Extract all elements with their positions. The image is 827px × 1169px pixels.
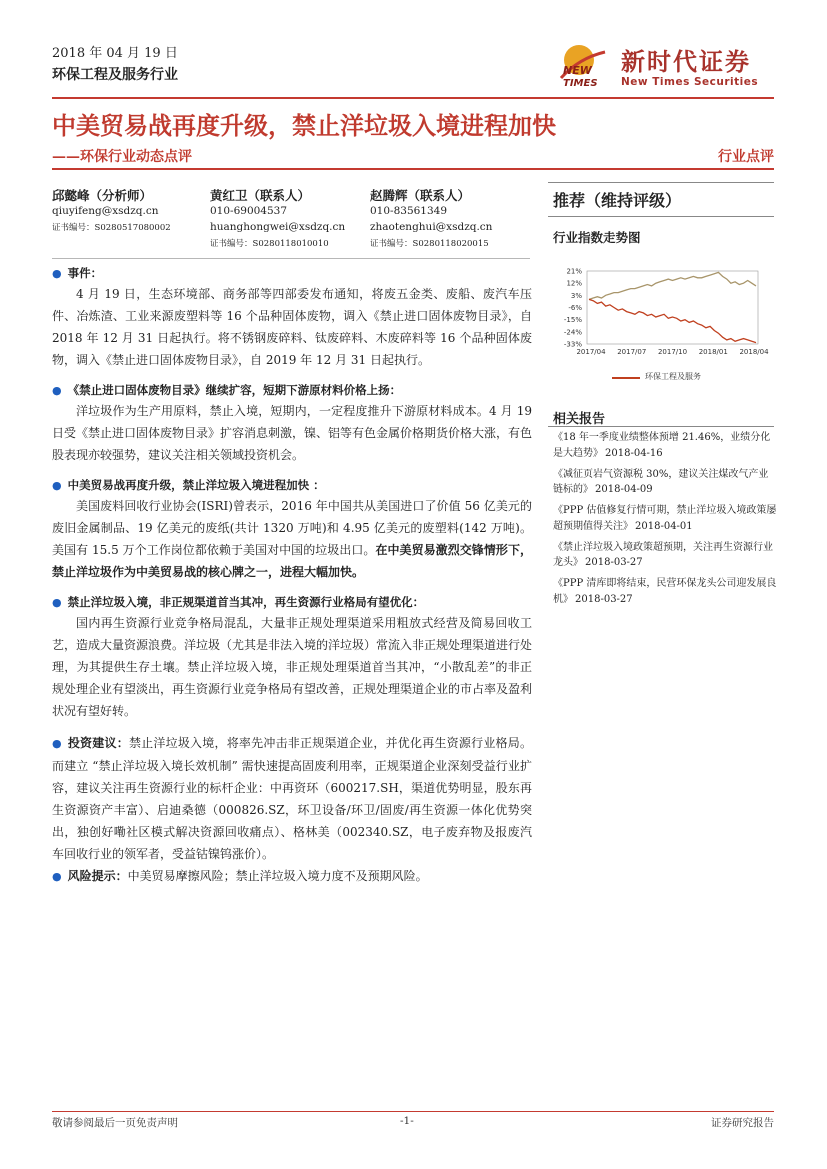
industry-name: 环保工程及服务行业 <box>52 67 178 83</box>
legend-label: 环保工程及服务 <box>645 372 701 381</box>
bullet-icon: ● <box>52 267 62 280</box>
x-tick-label: 2017/10 <box>657 348 688 356</box>
logo-english-name: New Times Securities <box>621 76 759 88</box>
report-subtitle: ——环保行业动态点评 <box>52 149 192 165</box>
y-tick-label: -33% <box>563 340 582 349</box>
y-tick-label: -24% <box>563 328 582 337</box>
risk-warning: ● 风险提示：中美贸易摩擦风险；禁止洋垃圾入境力度不及预期风险。 <box>52 869 428 883</box>
section-heading-industry: ● 禁止洋垃圾入境，非正规渠道首当其冲，再生资源行业格局有望优化： <box>52 595 425 609</box>
analyst-email[interactable]: huanghongwei@xsdzq.cn <box>210 221 346 233</box>
footer-divider <box>52 1111 774 1112</box>
chart-canvas <box>553 255 774 390</box>
analyst-qiu <box>52 186 171 236</box>
analyst-cert: 证书编号：S0280118010010 <box>210 239 329 249</box>
svg-text:NEW: NEW <box>563 64 592 77</box>
main-body <box>52 264 532 888</box>
page-number: -1- <box>400 1115 414 1127</box>
rating-label: 推荐（维持评级） <box>553 191 682 210</box>
chart-plot-frame <box>587 271 758 344</box>
bullet-icon: ● <box>52 384 62 397</box>
analyst-phone: 010-69004537 <box>210 205 288 217</box>
chart-title: 行业指数走势图 <box>553 230 641 245</box>
analyst-email[interactable]: qiuyifeng@xsdzq.cn <box>52 205 159 217</box>
footer-label: 证券研究报告 <box>711 1117 774 1129</box>
section-heading-catalog: ● 《禁止进口固体废物目录》继续扩容，短期下游原材料价格上扬： <box>52 383 402 397</box>
section-heading-event: ● 事件： <box>52 266 103 280</box>
sidebar-rule <box>548 182 774 183</box>
svg-text:TIMES: TIMES <box>563 78 598 89</box>
related-report-item[interactable]: 《18 年一季度业绩整体预增 21.46%，业绩分化是大趋势》 2018-04-16 <box>553 432 771 459</box>
x-tick-label: 2018/04 <box>739 348 769 356</box>
section-paragraph: 美国废料回收行业协会(ISRI)曾表示，2016 年中国共从美国进口了价值 56 亿美元的废旧金属制品、19 亿美元的废纸(共计 1320 万吨)和 4.95 亿美元的废塑料(142 万吨)。美国有 15.5 万个工作岗位都依赖于美国对中国的垃圾出口。在中美贸易激烈交锋情形下，禁止洋垃圾作为中美贸易战的核心牌之一，进程大幅加快。 <box>52 499 532 579</box>
sidebar-rule <box>548 216 774 217</box>
logo-emblem-icon <box>555 38 617 94</box>
related-reports-list <box>553 430 777 613</box>
bullet-icon: ● <box>52 870 62 883</box>
related-report-item[interactable]: 《禁止洋垃圾入境政策超预期，关注再生资源行业龙头》 2018-03-27 <box>553 541 773 568</box>
bullet-icon: ● <box>52 737 62 750</box>
related-report-item[interactable]: 《PPP 估值修复行情可期，禁止洋垃圾入境政策屡超预期值得关注》 2018-04-01 <box>553 505 777 532</box>
legend-swatch <box>612 377 640 379</box>
analyst-name: 赵腾辉（联系人） <box>370 188 471 203</box>
section-paragraph: 国内再生资源行业竞争格局混乱，大量非正规处理渠道采用粗放式经营及简易回收工艺，造成大量资源浪费。洋垃圾（尤其是非法入境的洋垃圾）常流入非正规处理渠道进行处理，为其提供生存土壤。禁止洋垃圾入境，非正规处理渠道首当其冲，“小散乱差”的非正规处理企业有望淡出，再生资源行业竞争格局有望改善，正规处理渠道企业的市占率及盈利状况有望好转。 <box>52 616 533 718</box>
related-report-item[interactable]: 《PPP 清库即将结束，民营环保龙头公司迎发展良机》 2018-03-27 <box>553 578 777 605</box>
section-paragraph: 洋垃圾作为生产用原料，禁止入境，短期内，一定程度推升下游原材料成本。4 月 19 日受《禁止进口固体废物目录》扩容消息刺激，镍、铝等有色金属价格期货价格大涨，有色股表现亦较强势，建议关注相关领域投资机会。 <box>52 404 533 462</box>
title-divider <box>52 168 774 170</box>
sidebar-rule <box>548 426 774 427</box>
y-tick-label: 21% <box>566 267 582 276</box>
related-report-item[interactable]: 《减征页岩气资源税 30%，建议关注煤改气产业链标的》 2018-04-09 <box>553 468 769 495</box>
analyst-huang <box>210 186 345 252</box>
index-trend-chart <box>553 255 774 390</box>
logo-chinese-name: 新时代证券 <box>621 47 751 76</box>
header-divider <box>52 97 774 99</box>
analyst-name: 邱懿峰（分析师） <box>52 188 153 203</box>
analyst-cert: 证书编号：S0280517080002 <box>52 223 171 233</box>
x-tick-label: 2017/04 <box>576 348 606 356</box>
report-date: 2018 年 04 月 19 日 <box>52 46 178 61</box>
report-type: 行业点评 <box>718 149 774 165</box>
section-heading-tradewar: ● 中美贸易战再度升级，禁止洋垃圾入境进程加快 ： <box>52 478 325 492</box>
bullet-icon: ● <box>52 596 62 609</box>
analyst-email[interactable]: zhaotenghui@xsdzq.cn <box>370 221 493 233</box>
series-line-industry <box>589 299 756 342</box>
y-tick-label: -6% <box>568 304 582 312</box>
x-tick-label: 2017/07 <box>617 348 647 356</box>
x-tick-label: 2018/01 <box>698 348 728 356</box>
investment-advice: ● 投资建议：禁止洋垃圾入境，将率先冲击非正规渠道企业，并优化再生资源行业格局。而建立 “禁止洋垃圾入境长效机制” 需快速提高固废利用率，正规渠道企业深刻受益行业扩容，建议关注再生资源行业的标杆企业：中再资环（600217.SH，渠道优势明显，股东再生资源资产丰富）、启迪桑德（000826.SZ，环卫设备/环卫/固废/再生资源一体化优势突出，独创好嘞社区模式解决资源回收痛点）、格林美（002340.SZ，电子废弃物及报废汽车回收行业的领军者，受益钴镍钨涨价）。 <box>52 736 532 861</box>
analyst-zhao <box>370 186 492 252</box>
analyst-phone: 010-83561349 <box>370 205 448 217</box>
footer-disclaimer: 敬请参阅最后一页免责声明 <box>52 1117 178 1129</box>
related-reports-title: 相关报告 <box>553 412 606 427</box>
y-tick-label: -15% <box>563 316 582 325</box>
report-title: 中美贸易战再度升级，禁止洋垃圾入境进程加快 <box>52 111 556 140</box>
y-tick-label: 3% <box>570 291 582 300</box>
analyst-name: 黄红卫（联系人） <box>210 188 311 203</box>
series-line-benchmark <box>589 272 756 299</box>
analyst-cert: 证书编号：S0280118020015 <box>370 239 489 249</box>
analyst-block <box>52 186 532 256</box>
y-tick-label: 12% <box>566 279 582 288</box>
analyst-divider <box>52 258 530 259</box>
company-logo <box>555 38 770 94</box>
chart-legend <box>612 371 752 385</box>
bullet-icon: ● <box>52 479 62 492</box>
section-paragraph: 4 月 19 日，生态环境部、商务部等四部委发布通知，将废五金类、废船、废汽车压件、冶炼渣、工业来源废塑料等 16 个品种固体废物，调入《禁止进口固体废物目录》，自 2018 年 12 月 31 日起执行。将不锈钢废碎料、钛废碎料、木废碎料等 16 个品种固体废物，调入《禁止进口固体废物目录》，自 2019 年 12 月 31 日起执行。 <box>52 287 532 367</box>
